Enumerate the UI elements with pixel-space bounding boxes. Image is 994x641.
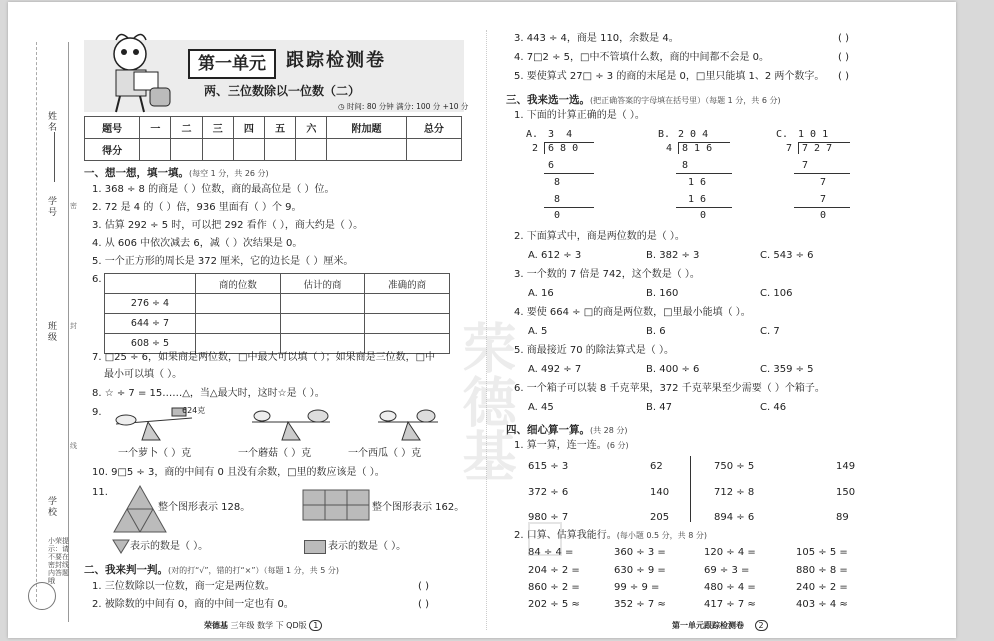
option[interactable]: A. 5 <box>528 326 548 337</box>
score-cell: 五 <box>265 117 296 139</box>
option[interactable]: C. 359 ÷ 5 <box>760 364 814 375</box>
question: 2. 被除数的中间有 0，商的中间一定也有 0。 <box>92 599 294 610</box>
section-note: (把正确答案的字母填在括号里）（每题 1 分，共 6 分) <box>590 96 781 105</box>
match-left[interactable]: 750 ÷ 5 <box>714 461 755 472</box>
calc-item[interactable]: 860 ÷ 2 = <box>528 582 580 593</box>
option-label: A. <box>526 129 539 140</box>
question: 4. 7□2 ÷ 5，□中不管填什么数，商的中间都不会是 0。 <box>514 52 769 63</box>
question-number: 9. <box>92 407 102 418</box>
score-cell: 题号 <box>85 117 140 139</box>
calc-item[interactable]: 202 ÷ 5 ≈ <box>528 599 580 610</box>
question: 5. 要使算式 27□ ÷ 3 的商的末尾是 0，□里只能填 1、2 两个数字。 <box>514 71 825 82</box>
table-cell: 644 ÷ 7 <box>105 314 196 334</box>
answer-blank[interactable]: ( ) <box>418 581 429 592</box>
question: 7. □25 ÷ 6，如果商是两位数，□中最大可以填（ ）；如果商是三位数，□中 <box>92 352 436 363</box>
remainder: 0 <box>554 210 561 221</box>
option[interactable]: B. 47 <box>646 402 672 413</box>
table-row <box>105 294 450 314</box>
score-cell: 附加题 <box>327 117 406 139</box>
question: 2. 72 是 4 的（ ）倍，936 里面有（ ）个 9。 <box>92 202 302 213</box>
answer-cell[interactable] <box>196 314 281 334</box>
score-info: 满分: 100 分 +10 分 <box>396 102 469 111</box>
calc-item[interactable]: 417 ÷ 7 ≈ <box>704 599 756 610</box>
score-table-row <box>85 139 462 161</box>
calc-item[interactable]: 105 ÷ 5 = <box>796 547 848 558</box>
section-3-title <box>506 92 781 107</box>
option[interactable]: A. 16 <box>528 288 554 299</box>
calc-item[interactable]: 403 ÷ 4 ≈ <box>796 599 848 610</box>
question: 2. 下面算式中，商是两位数的是（ ）。 <box>514 231 685 242</box>
match-left[interactable]: 712 ÷ 8 <box>714 487 755 498</box>
question <box>514 440 629 452</box>
shaded-rect-icon <box>304 540 326 554</box>
figure-caption: 整个图形表示 128。 <box>158 502 251 513</box>
calc-item[interactable]: 240 ÷ 2 = <box>796 582 848 593</box>
footer-left <box>204 620 322 631</box>
weight-label: 624克 <box>182 406 206 415</box>
exam-sheet <box>8 2 956 638</box>
quotient: 2 0 4 <box>678 129 709 140</box>
question: 1. 三位数除以一位数，商一定是两位数。 <box>92 581 275 592</box>
question: 3. 443 ÷ 4，商是 110，余数是 4。 <box>514 33 679 44</box>
question: 4. 要使 664 ÷ □的商是两位数，□里最小能填（ ）。 <box>514 307 751 318</box>
dividend: 6 8 0 <box>548 143 579 154</box>
score-input[interactable] <box>140 139 171 161</box>
question-number: 6. <box>92 274 102 285</box>
score-cell: 总分 <box>406 117 461 139</box>
section-1-title <box>84 165 269 180</box>
blank-label: 一个蘑菇（ ）克 <box>238 448 312 459</box>
answer-blank[interactable]: ( ) <box>838 33 849 44</box>
score-input[interactable] <box>233 139 264 161</box>
answer-cell[interactable] <box>196 294 281 314</box>
label-name: 姓名 <box>48 112 58 133</box>
figure-question: 表示的数是（ ）。 <box>130 541 209 552</box>
remainder: 0 <box>820 210 827 221</box>
section-note: (每空 1 分，共 26 分) <box>189 169 269 178</box>
calc-item[interactable]: 352 ÷ 7 ≈ <box>614 599 666 610</box>
option-label: C. <box>776 129 789 140</box>
watermark-text: 荣德基 <box>454 320 518 482</box>
question-note: (6 分) <box>606 441 629 450</box>
calc-item[interactable]: 69 ÷ 3 = <box>704 565 750 576</box>
step: 8 <box>682 160 689 171</box>
match-right[interactable]: 150 <box>836 487 856 498</box>
match-left[interactable]: 980 ÷ 7 <box>528 512 569 523</box>
match-right[interactable]: 205 <box>650 512 670 523</box>
figure-question: 表示的数是（ ）。 <box>328 541 407 552</box>
section-2-title <box>84 562 339 577</box>
calc-item[interactable]: 120 ÷ 4 = <box>704 547 756 558</box>
answer-cell[interactable] <box>365 294 450 314</box>
table-header: 估计的商 <box>280 274 365 294</box>
blank-label: 一个萝卜（ ）克 <box>118 448 192 459</box>
page-title: 跟踪检测卷 <box>286 50 386 71</box>
question: 1. 下面的计算正确的是（ ）。 <box>514 110 645 121</box>
figure-caption: 整个图形表示 162。 <box>372 502 465 513</box>
score-input[interactable] <box>296 139 327 161</box>
footer-right <box>672 620 768 631</box>
score-input[interactable] <box>406 139 461 161</box>
mascot-small-icon <box>28 582 56 610</box>
option[interactable]: C. 543 ÷ 6 <box>760 250 814 261</box>
step: 6 <box>548 160 555 171</box>
step: 8 <box>554 194 561 205</box>
step: 1 6 <box>688 194 707 205</box>
answer-cell[interactable] <box>280 334 365 354</box>
calc-item[interactable]: 99 ÷ 9 = <box>614 582 660 593</box>
match-right[interactable]: 89 <box>836 512 849 523</box>
exam-meta <box>338 101 468 112</box>
table-header: 商的位数 <box>196 274 281 294</box>
question: 1. 368 ÷ 8 的商是（ ）位数，商的最高位是（ ）位。 <box>92 184 335 195</box>
page-number: 1 <box>309 620 322 631</box>
calc-item[interactable]: 360 ÷ 3 = <box>614 547 666 558</box>
calc-item[interactable]: 84 ÷ 4 = <box>528 547 574 558</box>
question-number: 11. <box>92 487 108 498</box>
section-title: 一、想一想，填一填。 <box>84 167 189 179</box>
question: 8. ☆ ÷ 7 = 15……△，当△最大时，这时☆是（ ）。 <box>92 388 325 399</box>
divisor: 2 <box>532 143 539 154</box>
question-note: (每小题 0.5 分，共 8 分) <box>616 531 707 540</box>
table-header: 准确的商 <box>365 274 450 294</box>
answer-cell[interactable] <box>365 334 450 354</box>
divisor: 7 <box>786 143 793 154</box>
answer-cell[interactable] <box>365 314 450 334</box>
option[interactable]: B. 400 ÷ 6 <box>646 364 700 375</box>
calc-item[interactable]: 630 ÷ 9 = <box>614 565 666 576</box>
step: 7 <box>820 194 827 205</box>
watermark-seal-icon <box>528 522 562 556</box>
brand-label: 荣德基 <box>204 621 228 630</box>
clock-icon: ◷ <box>338 102 345 111</box>
option[interactable]: B. 382 ÷ 3 <box>646 250 700 261</box>
watermark <box>448 320 525 482</box>
dividend: 7 2 7 <box>802 143 833 154</box>
shaded-triangle-icon <box>112 539 130 554</box>
answer-blank[interactable]: ( ) <box>418 599 429 610</box>
answer-cell[interactable] <box>280 314 365 334</box>
divisor: 4 <box>666 143 673 154</box>
table-cell: 276 ÷ 4 <box>105 294 196 314</box>
page-subtitle: 两、三位数除以一位数（二） <box>204 84 361 98</box>
step: 7 <box>820 177 827 188</box>
question: 4. 从 606 中依次减去 6，减（ ）次结果是 0。 <box>92 238 303 249</box>
mascot-reading-icon <box>90 32 178 116</box>
score-cell: 得分 <box>85 139 140 161</box>
estimate-table <box>104 273 450 354</box>
option[interactable]: C. 7 <box>760 326 780 337</box>
dividend: 8 1 6 <box>682 143 713 154</box>
step: 8 <box>554 177 561 188</box>
score-cell: 四 <box>233 117 264 139</box>
answer-cell[interactable] <box>280 294 365 314</box>
step: 1 6 <box>688 177 707 188</box>
blank-label: 一个西瓜（ ）克 <box>348 448 422 459</box>
option[interactable]: B. 160 <box>646 288 679 299</box>
section-title: 三、我来选一选。 <box>506 94 590 106</box>
score-input[interactable] <box>202 139 233 161</box>
calc-item[interactable]: 480 ÷ 4 = <box>704 582 756 593</box>
label-class: 班级 <box>48 322 58 343</box>
score-input[interactable] <box>171 139 202 161</box>
label-student-id: 学号 <box>48 197 58 218</box>
answer-blank[interactable]: ( ) <box>838 71 849 82</box>
match-right[interactable]: 149 <box>836 461 856 472</box>
option[interactable]: A. 492 ÷ 7 <box>528 364 582 375</box>
calc-item[interactable]: 204 ÷ 2 = <box>528 565 580 576</box>
section-title: 二、我来判一判。 <box>84 564 168 576</box>
page-number: 2 <box>755 620 768 631</box>
question-text: 1. 算一算，连一连。 <box>514 440 607 451</box>
score-input[interactable] <box>327 139 406 161</box>
option[interactable]: A. 612 ÷ 3 <box>528 250 582 261</box>
match-right[interactable]: 140 <box>650 487 670 498</box>
balance-scales-icon <box>112 404 442 444</box>
score-table-header <box>85 117 462 139</box>
table-row <box>105 314 450 334</box>
option-label: B. <box>658 129 671 140</box>
section-note: (共 28 分) <box>590 426 628 435</box>
match-left[interactable]: 372 ÷ 6 <box>528 487 569 498</box>
seal-mark-2: 封 <box>70 322 77 330</box>
label-school: 学校 <box>48 497 58 518</box>
match-left[interactable]: 894 ÷ 6 <box>714 512 755 523</box>
question-text: 2. 口算、估算我能行。 <box>514 530 617 541</box>
match-right[interactable]: 62 <box>650 461 663 472</box>
score-cell: 一 <box>140 117 171 139</box>
table-row <box>105 334 450 354</box>
score-cell: 三 <box>202 117 233 139</box>
rectangle-figure <box>302 489 370 521</box>
time-info: 时间: 80 分钟 <box>346 102 394 111</box>
match-left[interactable]: 615 ÷ 3 <box>528 461 569 472</box>
remainder: 0 <box>700 210 707 221</box>
seal-mark-1: 密 <box>70 202 77 210</box>
honesty-note: 小荣提示：请不要在密封线内答题哦 <box>48 537 69 585</box>
score-input[interactable] <box>265 139 296 161</box>
question: 5. 一个正方形的周长是 372 厘米，它的边长是（ ）厘米。 <box>92 256 354 267</box>
answer-cell[interactable] <box>196 334 281 354</box>
question: 3. 估算 292 ÷ 5 时，可以把 292 看作（ ），商大约是（ ）。 <box>92 220 364 231</box>
option[interactable]: C. 106 <box>760 288 793 299</box>
grade-label: 三年级 数学 下 QD版 <box>230 621 307 630</box>
table-cell: 608 ÷ 5 <box>105 334 196 354</box>
score-cell: 二 <box>171 117 202 139</box>
question: 10. 9□5 ÷ 3，商的中间有 0 且没有余数，□里的数应该是（ ）。 <box>92 467 385 478</box>
section-note: (对的打“√”，错的打“×”）（每题 1 分，共 5 分) <box>168 566 339 575</box>
option[interactable]: A. 45 <box>528 402 554 413</box>
footer-title: 第一单元跟踪检测卷 <box>672 621 744 630</box>
option[interactable]: B. 6 <box>646 326 666 337</box>
question: 3. 一个数的 7 倍是 742，这个数是（ ）。 <box>514 269 700 280</box>
option[interactable]: C. 46 <box>760 402 787 413</box>
section-title: 四、细心算一算。 <box>506 424 590 436</box>
unit-label: 第一单元 <box>188 49 276 79</box>
score-cell: 六 <box>296 117 327 139</box>
quotient: 3 4 <box>542 129 573 140</box>
question: 最小可以填（ ）。 <box>104 369 183 380</box>
question: 6. 一个箱子可以装 8 千克苹果，372 千克苹果至少需要（ ）个箱子。 <box>514 383 825 394</box>
score-table <box>84 116 462 161</box>
question: 5. 商最接近 70 的除法算式是（ ）。 <box>514 345 674 356</box>
seal-mark-3: 线 <box>70 442 77 450</box>
calc-item[interactable]: 880 ÷ 8 = <box>796 565 848 576</box>
step: 7 <box>802 160 809 171</box>
quotient: 1 0 1 <box>798 129 829 140</box>
answer-blank[interactable]: ( ) <box>838 52 849 63</box>
